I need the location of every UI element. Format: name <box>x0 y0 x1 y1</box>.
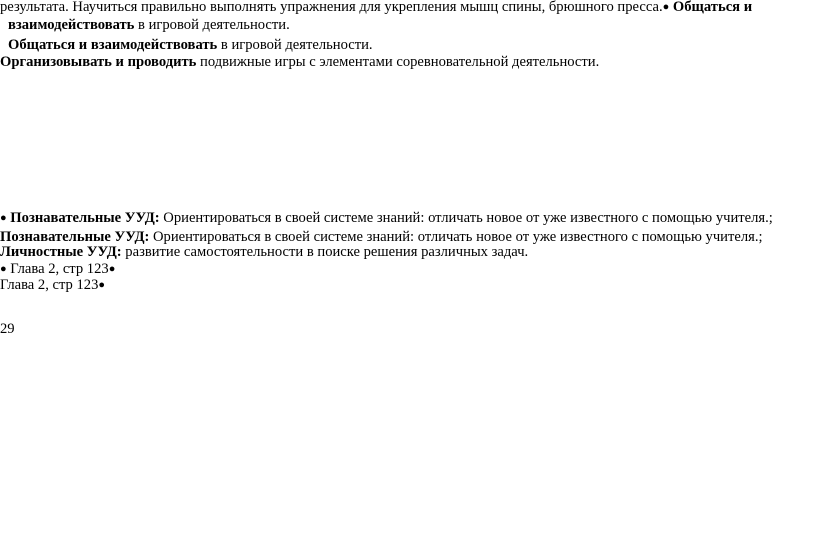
line-8-text: Глава 2, стр 123 <box>6 261 109 277</box>
line-1-bold: Общаться и <box>669 0 753 15</box>
text-line-4 <box>0 53 599 71</box>
text-line-2 <box>8 16 290 34</box>
line-5-text: Ориентироваться в своей системе знаний: отличать новое от уже известного с помощью учителя.; <box>159 210 773 226</box>
line-2-bold: взаимодействовать <box>8 17 135 33</box>
line-3-bold: Общаться и взаимодействовать <box>8 37 218 53</box>
line-7-bold: Личностные УУД: <box>0 244 122 260</box>
line-2-text: в игровой деятельности. <box>134 17 290 33</box>
bullet-icon: ● <box>662 1 670 13</box>
line-5-bold: Познавательные УУД: <box>6 210 160 226</box>
bullet-icon: ● <box>0 212 7 224</box>
text-line-1 <box>0 0 752 16</box>
bullet-icon: ● <box>108 263 116 275</box>
page-number: 29 <box>0 321 15 337</box>
line-7-text: развитие самостоятельности в поиске решения различных задач. <box>121 244 529 260</box>
line-4-text: подвижные игры с элементами соревновательной деятельности. <box>196 54 600 70</box>
bullet-icon: ● <box>0 263 7 275</box>
text-line-3 <box>8 36 373 54</box>
line-3-text: в игровой деятельности. <box>217 37 373 53</box>
line-6-bold: Познавательные УУД: <box>0 229 150 245</box>
line-9-text: Глава 2, стр 123 <box>0 277 99 293</box>
text-line-7 <box>0 243 528 261</box>
text-line-9 <box>0 276 105 294</box>
bullet-icon: ● <box>98 279 106 291</box>
line-6-text: Ориентироваться в своей системе знаний: отличать новое от уже известного с помощью учителя.; <box>149 229 763 245</box>
text-line-5 <box>0 209 773 227</box>
line-1-text: результата. Научиться правильно выполнять упражнения для укрепления мышц спины, брюшного пресса. <box>0 0 663 15</box>
line-4-bold: Организовывать и проводить <box>0 54 197 70</box>
